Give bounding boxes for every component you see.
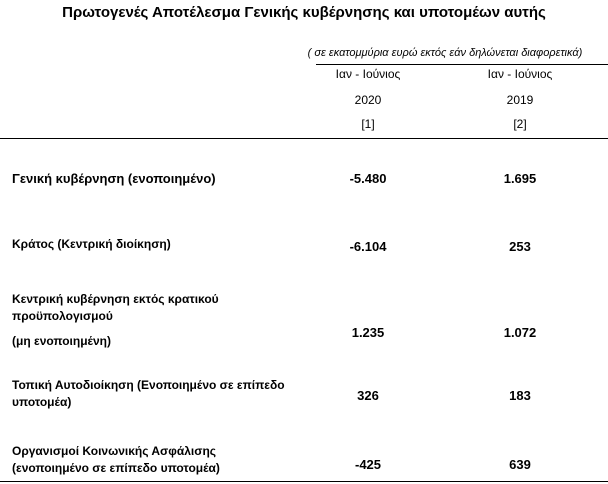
row-value-2019: 1.072 <box>503 325 537 340</box>
column-header-1-period: Ιαν - Ιούνιος <box>335 67 401 81</box>
row-label-line: Γενική κυβέρνηση (ενοποιημένο) <box>12 171 216 186</box>
row-label-line: Κεντρική κυβέρνηση εκτός κρατικού <box>12 292 219 306</box>
header-rule-top <box>316 64 608 65</box>
page-title: Πρωτογενές Αποτέλεσμα Γενικής κυβέρνησης και υποτομέων αυτής <box>62 4 546 21</box>
row-value-2020: -6.104 <box>349 239 387 254</box>
row-value-2019: 183 <box>509 388 531 403</box>
column-header-2-period: Ιαν - Ιούνιος <box>487 67 553 81</box>
row-label-line: προϋπολογισμού <box>12 309 113 323</box>
row-label-central-government-non-budget <box>12 291 219 350</box>
column-header-1-year: 2020 <box>354 93 382 107</box>
row-label-line: Κράτος (Κεντρική διοίκηση) <box>12 237 171 251</box>
row-label-line: υποτομέα) <box>12 395 72 409</box>
row-value-2020: 1.235 <box>351 325 385 340</box>
row-label-line: Οργανισμοί Κοινωνικής Ασφάλισης <box>12 444 217 458</box>
table-rule-end <box>0 481 608 482</box>
row-label-general-government <box>12 170 216 187</box>
column-header-2-ref: [2] <box>513 117 527 131</box>
row-label-line: Τοπική Αυτοδιοίκηση (Ενοποιημένο σε επίπεδο <box>12 378 285 392</box>
unit-note: ( σε εκατομμύρια ευρώ εκτός εάν δηλώνεται διαφορετικά) <box>307 47 583 59</box>
row-label-line: (ενοποιημένο σε επίπεδο υποτομέα) <box>12 461 220 475</box>
row-label-line: (μη ενοποιημένη) <box>12 334 111 348</box>
row-value-2020: -425 <box>354 457 382 472</box>
row-value-2020: -5.480 <box>349 171 387 186</box>
row-value-2020: 326 <box>357 388 379 403</box>
header-rule-bottom <box>0 138 608 139</box>
column-header-2-year: 2019 <box>506 93 534 107</box>
row-label-local-government <box>12 377 285 411</box>
column-header-1-ref: [1] <box>361 117 375 131</box>
row-label-state <box>12 236 171 253</box>
row-value-2019: 1.695 <box>503 171 537 186</box>
row-label-social-security <box>12 443 220 477</box>
row-value-2019: 639 <box>509 457 531 472</box>
row-value-2019: 253 <box>509 239 531 254</box>
